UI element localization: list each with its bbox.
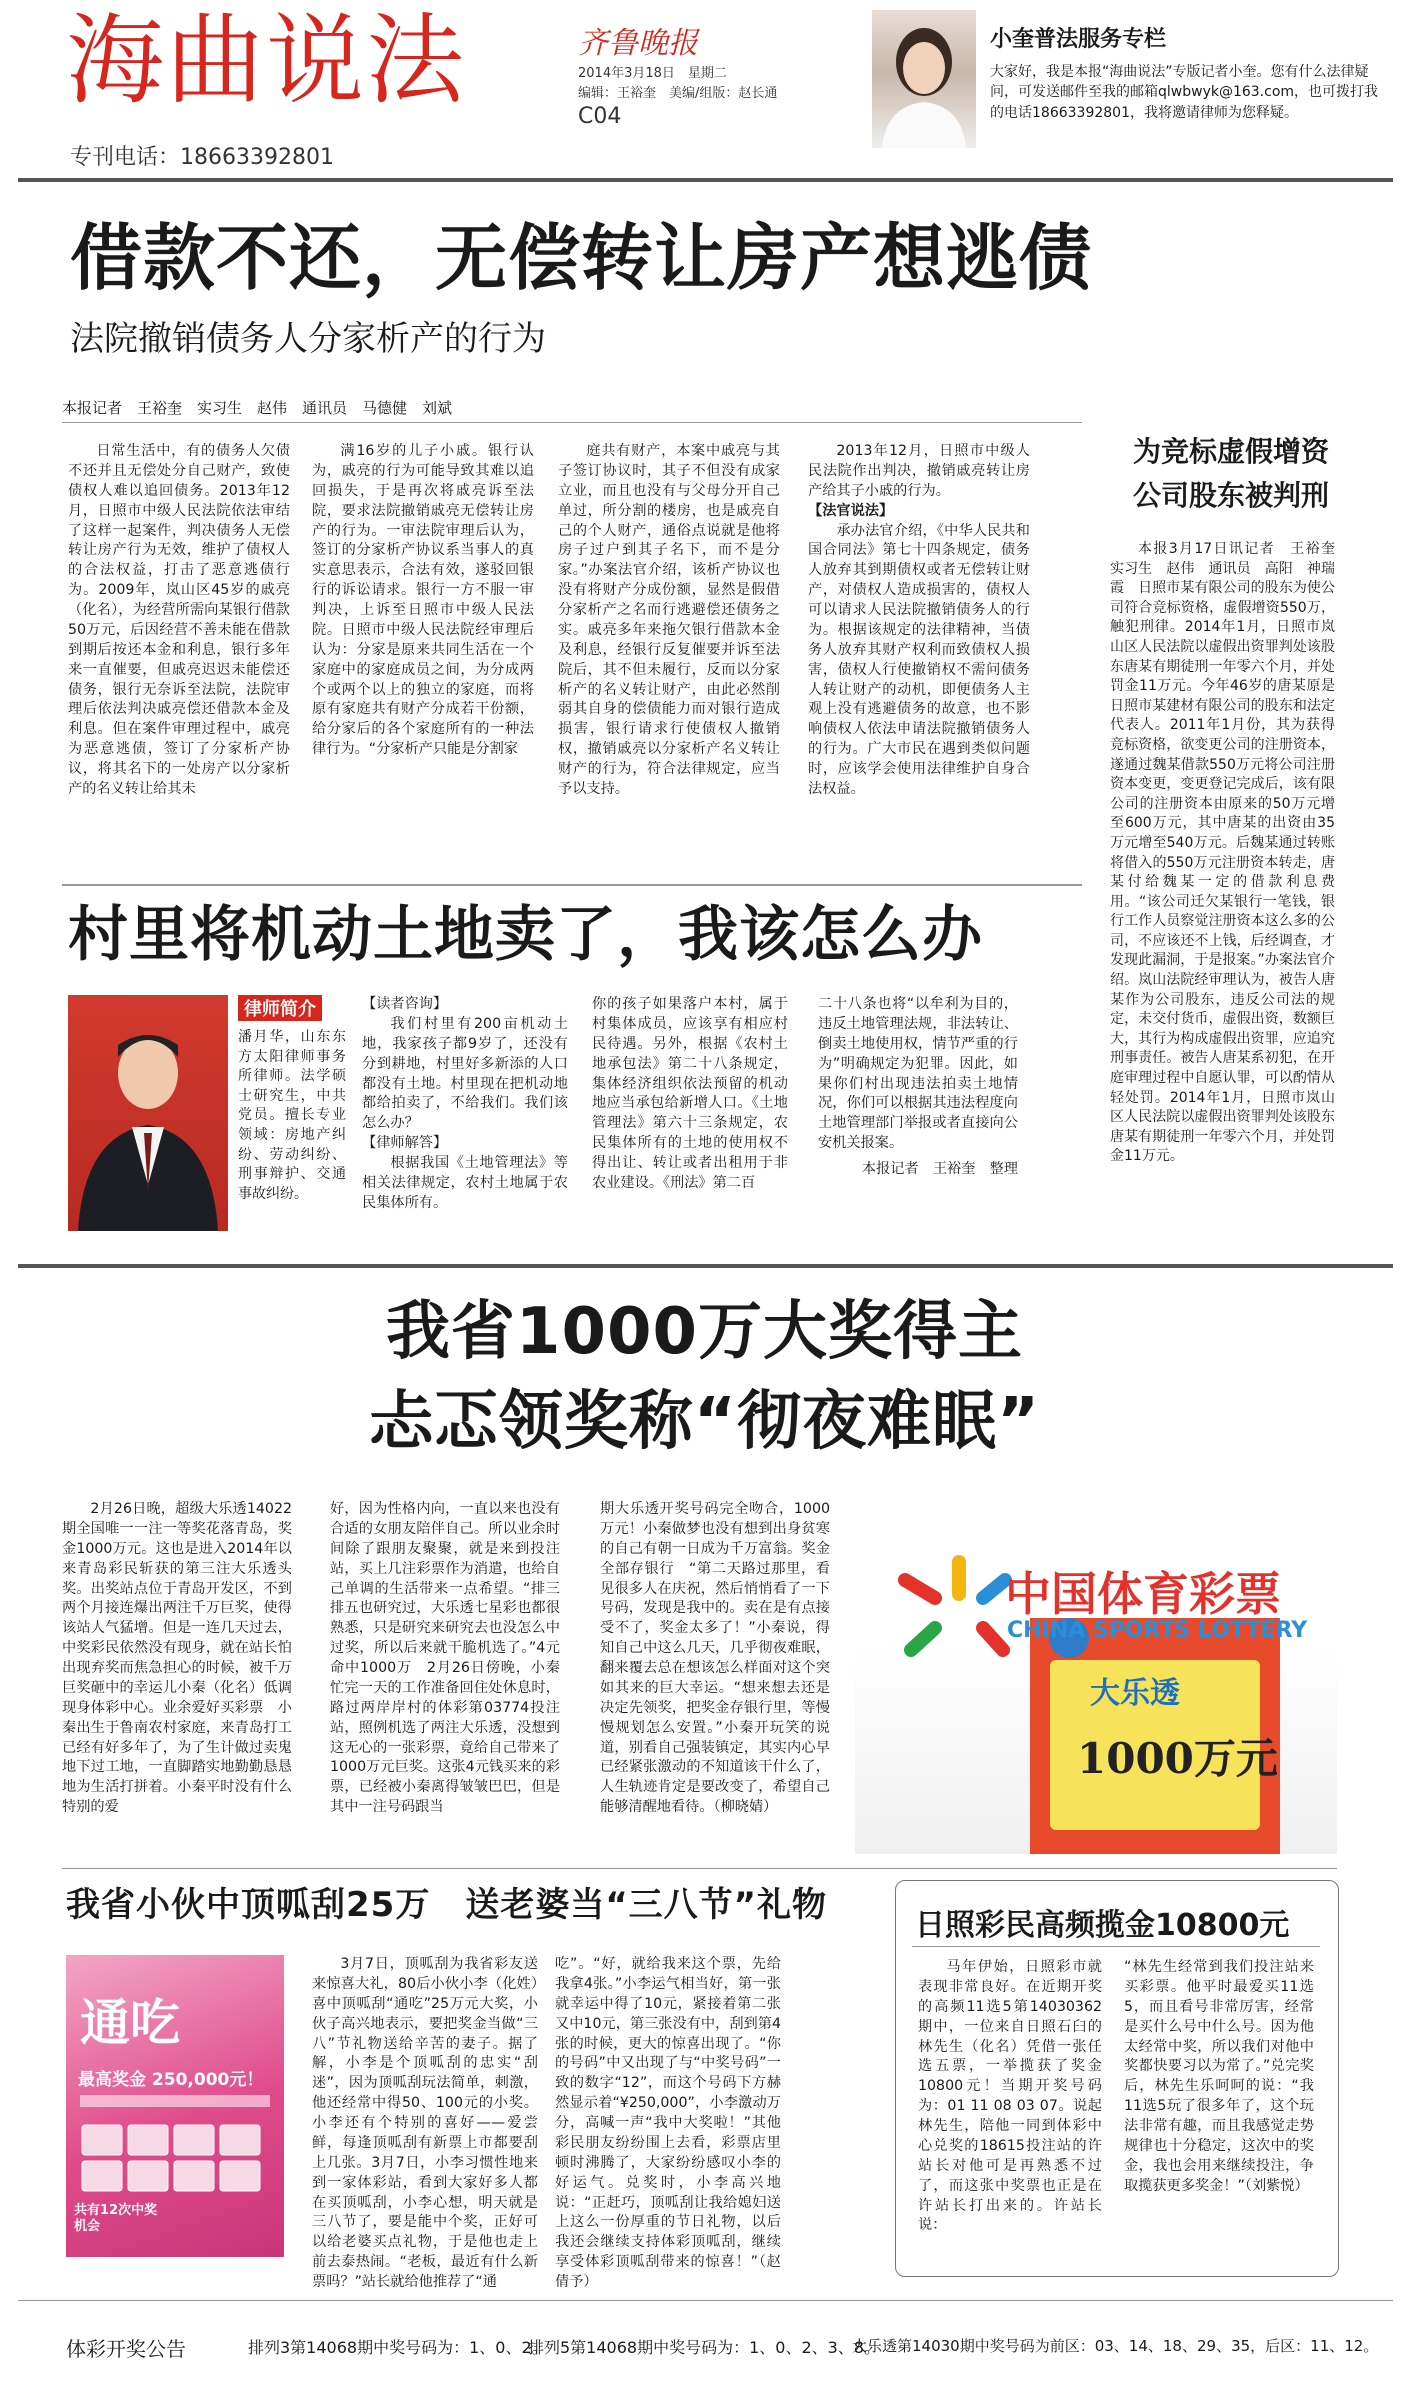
- section-divider: [18, 1264, 1393, 1268]
- article5-column-1: 马年伊始，日照彩市就表现非常良好。在近期开奖的高频11选5第14030362期中，一位来自日照石臼的林先生（化名）凭借一张任选五票，一举揽获了奖金10800元！当期开奖号码为：01 11 08 03 07。说起林先生，陪他一同到体彩中心兑奖的18615投注站的许站长对他可是再熟悉不过了，而这张中奖票也正是在许站长打出来的。许站长说：: [918, 1959, 1102, 2234]
- article3-column-1: 2月26日晚，超级大乐透14022期全国唯一一注一等奖花落青岛，奖金1000万元。这也是进入2014年以来青岛彩民斩获的第三注大乐透头奖。出奖站点位于青岛开发区，不到两个月接连爆出两注千万巨奖，使得该站人气猛增。但是一连几天过去，中奖彩民依然没有现身，就在站长怕出现弃奖而焦急担心的时候，被千万巨奖砸中的幸运儿小秦（化名）低调现身体彩中心。业余爱好买彩票 小秦出生于鲁南农村家庭，来青岛打工已经有好多年了，为了生计做过卖鬼地下过工地，一直脚踏实地勤勤恳恳地为生活打拼着。小秦平时没有什么特别的爱: [62, 1501, 292, 1816]
- footer-rule: [18, 2300, 1393, 2301]
- article1-bottom-rule: [62, 884, 1082, 886]
- article2-column-3: 二十八条也将“以牟利为目的，违反土地管理法规，非法转让、倒卖土地使用权，情节严重的行为”明确规定为犯罪。因此，如果你们村出现违法拍卖土地情况，你们可以根据其违法程度向土地管理部门举报或者直接向公安机关报案。 本报记者 王裕奎 整理: [818, 995, 1018, 1180]
- person-portrait-icon: [872, 10, 976, 148]
- scratch-ticket-badge: 共有12次中奖机会: [74, 2203, 158, 2234]
- article3-headline-line1: 我省1000万大奖得主: [385, 1295, 1024, 1369]
- judge-comment-label: 【法官说法】: [808, 502, 894, 519]
- article2-byline: 本报记者 王裕奎 整理: [861, 1161, 1018, 1177]
- lottery-board-amount: 1000万元: [1077, 1734, 1278, 1783]
- article2-column-2: 你的孩子如果落户本村，属于村集体成员，应该享有相应村民待遇。另外，根据《农村土地承包法》第二十八条规定，集体经济组织依法预留的机动地应当承包给新增人口。《土地管理法》第六十三条规定，农民集体所有的土地的使用权不得出让、转让或者出租用于非农业建设。《刑法》第二百: [592, 996, 788, 1191]
- scratch-ticket-prize: 最高奖金 250,000元！: [78, 2070, 264, 2090]
- columnist-photo: [872, 10, 976, 148]
- scratch-ticket-title: 通吃: [80, 1994, 180, 2052]
- article2-column-1: 【读者咨询】 我们村里有200亩机动土地，我家孩子都9岁了，还没有分到耕地，村里好多新添的人口都没有土地。村里现在把机动地都给拍卖了，不给我们。我们该怎么办？ 【律师解答】 根据我国《土地管理法》等相关法律规定，农村土地属于农民集体所有。: [362, 996, 568, 1211]
- lottery-sign-text-en: CHINA SPORTS LOTTERY: [1007, 1618, 1308, 1643]
- article5-headline-rule: [912, 1946, 1320, 1947]
- editors: 编辑：王裕奎 美编/组版：赵长通: [578, 86, 778, 101]
- article1-column-3: 庭共有财产，本案中戚亮与其子签订协议时，其子不但没有成家立业，而且也没有与父母分开自己单过，所分割的楼房，也是戚亮自己的个人财产，通俗点说就是他将房子过户到其子名下，而不是分家。”办案法官介绍，该析产协议也没有将财产分成份额，显然是假借分家析产之名而行逃避偿还债务之实。戚亮多年来拖欠银行借款本金及利息，经银行反复催要并诉至法院后，其不但未履行，反而以分家析产的名义转让财产，由此必然削弱其自身的偿债能力而对银行造成损害，银行请求行使债权人撤销权，撤销戚亮以分家析产名义转让财产的行为，符合法律规定，应当予以支持。: [558, 443, 780, 797]
- article3-column-2: 好，因为性格内向，一直以来也没有合适的女朋友陪伴自己。所以业余时间除了跟朋友聚聚，就是来到投注站，买上几注彩票作为消遣，也给自己单调的生活带来一点希望。“排三排五也研究过，大乐透七星彩也都很熟悉，只是研究来研究去也没怎么中过奖，所以后来就干脆机选了。”4元命中1000万 2月26日傍晚，小秦忙完一天的工作准备回住处休息时，路过两岸岸村的体彩第03774投注站，照例机选了两注大乐透，没想到这无心的一张彩票，竟给自己带来了1000万元巨奖。这张4元钱买来的彩票，已经被小秦离得皱皱巴巴，但是其中一注号码跟当: [330, 1501, 560, 1816]
- answer-label: 【律师解答】: [362, 1135, 448, 1152]
- lottery-winner-photo: [855, 1500, 1337, 1854]
- lawyer-bio: 潘月华，山东东方太阳律师事务所律师。法学硕士研究生，中共党员。擅长专业领域：房地产纠纷、劳动纠纷、刑事辩护、交通事故纠纷。: [238, 1029, 346, 1202]
- masthead-title: 海曲说法: [66, 4, 467, 118]
- sidebar-title-line1: 为竞标虚假增资: [1132, 435, 1329, 468]
- lottery-board-title: 大乐透: [1090, 1676, 1180, 1711]
- article4-column-1: 3月7日，顶呱刮为我省彩友送来惊喜大礼，80后小伙小李（化姓）喜中顶呱刮“通吃”25万元大奖，小伙子高兴地表示，要把奖金当做“三八”节礼物送给辛苦的妻子。据了解，小李是个顶呱刮的忠实“刮迷”，因为顶呱刮玩法简单，刺激，他还经常中得50、100元的小奖。小李还有个特别的喜好——爱尝鲜，每逢顶呱刮有新票上市都要刮上几张。3月7日，小李习惯性地来到一家体彩站，看到大家好多人都在买顶呱刮，小李心想，明天就是三八节了，要是能中个奖，正好可以给老婆买点礼物，于是他也走上前去泰热闹。“老板，最近有什么新票吗？”站长就给他推荐了“通: [312, 1956, 538, 2290]
- sidebar-title-line2: 公司股东被判刑: [1132, 479, 1329, 512]
- article3-bottom-rule: [62, 1868, 1337, 1869]
- article1-column-2: 满16岁的儿子小戚。银行认为，戚亮的行为可能导致其难以追回损失，于是再次将戚亮诉至法院，要求法院撤销戚亮无偿转让房产的行为。一审法院审理后认为，签订的分家析产协议系当事人的真实意思表示，合法有效，遂驳回银行的诉讼请求。银行一方不服一审判决，上诉至日照市中级人民法院。日照市中级人民法院经审理后认为：分家是原来共同生活在一个家庭中的家庭成员之间，为分成两个或两个以上的独立的家庭，而将原有家庭共有财产分成若干份额，给分家后的各个家庭所有的一种法律行为。“分家析产只能是分割家: [312, 443, 534, 758]
- lawyer-portrait-icon: [68, 995, 228, 1231]
- column-title: 小奎普法服务专栏: [990, 27, 1167, 52]
- article1-column-4: 2013年12月，日照市中级人民法院作出判决，撤销戚亮转让房产给其子小戚的行为。 【法官说法】 承办法官介绍，《中华人民共和国合同法》第七十四条规定，债务人放弃其到期债权或者无偿转让财产，对债权人造成损害的，债权人可以请求人民法院撤销债务人的行为。根据该规定的法律精神，当债务人放弃其财产权利而致债权人损害，债权人行使撤销权不需问债务人转让财产的动机，即便债务人主观上没有逃避债务的故意，也不影响债权人依法申请法院撤销债务人的行为。广大市民在遇到类似问题时，应该学会使用法律维护自身合法权益。: [808, 443, 1030, 797]
- article4-column-2: 吃”。“好，就给我来这个票，先给我拿4张。”小李运气相当好，第一张就幸运中得了10元，紧接着第二张又中10元，第三张没有中，刮到第4张的时候，更大的惊喜出现了。“你的号码”中又出现了与“中奖号码”一致的数字“12”，而这个号码下方赫然显示着“¥250,000”，小李激动万分，高喊一声“我中大奖啦！”其他彩民朋友纷纷围上去看，彩票店里顿时沸腾了，大家纷纷感叹小李的好运气。兑奖时，小李高兴地说：“正赶巧，顶呱刮让我给媳妇送上这么一份厚重的节日礼物，以后我还会继续支持体彩顶呱刮，继续享受体彩顶呱刮带来的惊喜！”（赵倩予）: [555, 1956, 781, 2290]
- article1-subhead: 法院撤销债务人分家析产的行为: [70, 319, 546, 359]
- lawyer-tag: 律师简介: [238, 995, 322, 1021]
- footer-item-3: 大乐透第14030期中奖号码为前区：03、14、18、29、35，后区：11、12。: [852, 2337, 1379, 2355]
- paper-logo: 齐鲁晚报: [578, 26, 698, 61]
- article5-column-2: “林先生经常到我们投注站来买彩票。他平时最爱买11选5，而且看号非常厉害，经常是买什么号中什么号。因为他太经常中奖，所以我们对他中奖都快要习以为常了。”兑完奖后，林先生乐呵呵的说：“我11选5玩了很多年了，这个玩法非常有趣，而且我感觉走势规律也十分稳定，这次中的奖金，我也会用来继续投注，争取揽获更多奖金！”（刘紫悦）: [1124, 1959, 1314, 2194]
- lottery-sign-text: 中国体育彩票: [1005, 1567, 1281, 1621]
- hotline: 专刊电话：18663392801: [70, 145, 334, 170]
- sidebar-body: 本报3月17日讯记者 王裕奎 实习生 赵伟 通讯员 高阳 神瑞霞 日照市某有限公司的股东为使公司符合竞标资格，虚假增资550万，触犯刑律。2014年1月，日照市岚山区人民法院以虚假出资罪判处该股东唐某有期徒刑一年零六个月，并处罚金11万元。今年46岁的唐某原是日照市某建材有限公司的股东和法定代表人。2011年1月份，其为获得竞标资格，欲变更公司的注册资本，遂通过魏某借款550万元将公司注册资本变更，变更登记完成后，该有限公司的注册资本由原来的50万元增至600万元，其中唐某的出资由35万元增至540万元。后魏某通过转账将借入的550万元注册资本转走，唐某付给魏某一定的借款利息费用。“该公司迁欠某银行一笔钱，银行工作人员察觉注册资本这么多的公司，不应该还不上钱，后经调查，才发现此漏洞，于是报案。”办案法官介绍。岚山法院经审理认为，被告人唐某作为公司股东，违反公司法的规定，未交付货币，虚假出资，数额巨大，其行为构成虚假出资罪，应追究刑事责任。被告人唐某系初犯，在开庭审理过程中自愿认罪，可以酌情从轻处罚。2014年1月，日照市岚山区人民法院以虚假出资罪判处该股东唐某有期徒刑一年零六个月，并处罚金11万元。: [1110, 541, 1349, 1165]
- footer-item-1: 排列3第14068期中奖号码为：1、0、2。: [248, 2338, 548, 2357]
- article3-column-3: 期大乐透开奖号码完全吻合，1000万元！小秦做梦也没有想到出身贫寒的自己有朝一日成为千万富翁。奖金全部存银行 “第二天路过那里，看见很多人在庆祝，然后悄悄看了一下号码，发现是我中的。卖在是有点接受不了，奖金太多了！”小秦说，得知自己中这么几天，几乎彻夜难眠，翻来覆去总在想该怎么样面对这个突如其来的巨大幸运。“想来想去还是决定先领奖，把奖金存银行里，等慢慢规划怎么安置。”小秦开玩笑的说道，别看自己强装镇定，其实内心早已经紧张激动的不知道该干什么了，人生轨迹肯定是要改变了，希望自己能够清醒地看待。（柳晓婧）: [600, 1501, 830, 1816]
- column-text: 大家好，我是本报“海曲说法”专版记者小奎。您有什么法律疑问，可发送邮件至我的邮箱qlwbwyk@163.com，也可拨打我的电话18663392801，我将邀请律师为您释疑。: [990, 64, 1379, 121]
- article1-byline: 本报记者 王裕奎 实习生 赵伟 通讯员 马德健 刘斌: [62, 399, 453, 417]
- masthead-divider: [18, 178, 1393, 182]
- scratch-ticket-image: [66, 1955, 284, 2257]
- page-number: C04: [578, 104, 622, 129]
- article1-headline: 借款不还，无偿转让房产想逃债: [70, 216, 1093, 300]
- article1-column-1: 日常生活中，有的债务人欠债不还并且无偿处分自己财产，致使债权人难以追回债务。2013年12月，日照市中级人民法院依法审结了这样一起案件，判决债务人无偿转让房产行为无效，维护了债权人的合法权益，打击了恶意逃债行为。2009年，岚山区45岁的戚亮（化名），为经营所需向某银行借款50万元，后因经营不善未能在借款到期后按还本金和利息，银行多年来一直催要，但戚亮迟迟未能偿还债务，银行无奈诉至法院，法院审理后依法判决戚亮偿还借款本金及利息。但在案件审理过程中，戚亮为恶意逃债，签订了分家析产协议，将其名下的一处房产以分家析产的名义转让给其未: [68, 443, 290, 797]
- issue-date: 2014年3月18日 星期二: [578, 66, 727, 81]
- lawyer-photo: [68, 995, 228, 1231]
- article1-byline-rule: [62, 422, 1082, 423]
- footer-item-2: 排列5第14068期中奖号码为：1、0、2、3、8。: [528, 2338, 880, 2357]
- article4-headline: 我省小伙中顶呱刮25万 送老婆当“三八节”礼物: [66, 1885, 828, 1925]
- article2-headline: 村里将机动土地卖了，我该怎么办: [68, 900, 983, 970]
- article3-headline-line2: 忐忑领奖称“彻夜难眠”: [368, 1385, 1041, 1459]
- article5-headline: 日照彩民高频揽金10800元: [915, 1908, 1290, 1943]
- consult-label: 【读者咨询】: [362, 996, 448, 1012]
- footer-label: 体彩开奖公告: [66, 2337, 186, 2361]
